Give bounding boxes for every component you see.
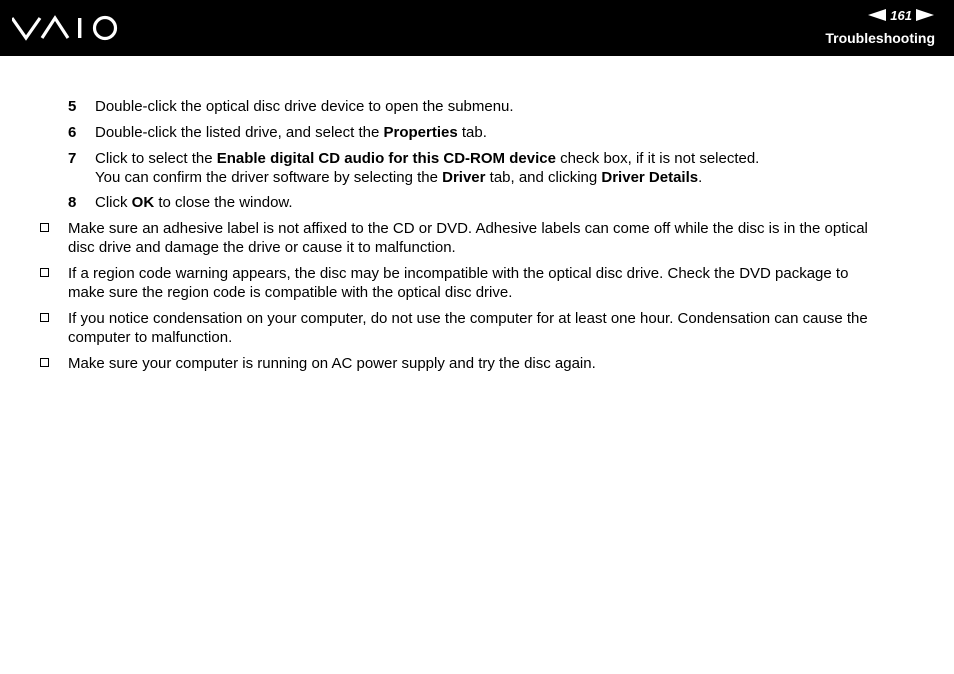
step-number: 7 bbox=[68, 150, 77, 167]
bullet-text: computer to malfunction. bbox=[68, 329, 233, 346]
step-text: Double-click the optical disc drive device to open the submenu. bbox=[95, 98, 514, 115]
step-text bbox=[95, 123, 928, 142]
ui-term-enable-digital-cd-audio: Enable digital CD audio for this CD-ROM device bbox=[216, 150, 556, 167]
bullet-text: make sure the region code is compatible with the optical disc drive. bbox=[68, 284, 513, 301]
step-6 bbox=[68, 123, 928, 142]
text-run: Click bbox=[95, 194, 132, 211]
bullet-text: disc drive and damage the drive or cause it to malfunction. bbox=[68, 239, 456, 256]
bullet-region-code bbox=[40, 264, 920, 302]
text-run: Click to select the bbox=[95, 150, 217, 167]
text-run: check box, if it is not selected. bbox=[555, 150, 760, 167]
step-number: 6 bbox=[68, 124, 77, 141]
text-run: . bbox=[698, 169, 703, 186]
bullet-text: If you notice condensation on your computer, do not use the computer for at least one hour. Condensation can cause the bbox=[68, 310, 868, 327]
step-text bbox=[95, 193, 928, 212]
ui-term-driver-details: Driver Details bbox=[601, 169, 699, 186]
checkbox-bullet-icon bbox=[40, 223, 49, 232]
vaio-logo bbox=[12, 14, 122, 47]
text-run: to close the window. bbox=[154, 194, 293, 211]
text-run: You can confirm the driver software by selecting the bbox=[95, 169, 443, 186]
bullet-text: If a region code warning appears, the disc may be incompatible with the optical disc drive. Check the DVD package to bbox=[68, 265, 849, 282]
bullet-condensation bbox=[40, 309, 920, 347]
vaio-logo-icon bbox=[12, 14, 122, 42]
step-8 bbox=[68, 193, 928, 212]
step-number: 5 bbox=[68, 98, 77, 115]
text-run: Double-click the listed drive, and select the bbox=[95, 124, 384, 141]
page-number: 161 bbox=[890, 7, 912, 23]
bullet-adhesive-label bbox=[40, 219, 920, 257]
step-5 bbox=[68, 97, 928, 116]
page-navigation bbox=[868, 6, 934, 24]
bullet-ac-power bbox=[40, 354, 920, 373]
text-run: tab. bbox=[457, 124, 487, 141]
ui-term-ok: OK bbox=[131, 194, 155, 211]
ui-term-properties: Properties bbox=[383, 124, 458, 141]
step-text bbox=[95, 149, 928, 168]
ui-term-driver: Driver bbox=[442, 169, 486, 186]
header-bar bbox=[0, 0, 954, 56]
step-7 bbox=[68, 149, 928, 187]
checkbox-bullet-icon bbox=[40, 313, 49, 322]
checkbox-bullet-icon bbox=[40, 268, 49, 277]
next-page-arrow-icon[interactable] bbox=[916, 9, 934, 21]
text-run: tab, and clicking bbox=[485, 169, 602, 186]
section-title: Troubleshooting bbox=[825, 30, 935, 46]
bullet-text: Make sure your computer is running on AC power supply and try the disc again. bbox=[68, 355, 596, 372]
bullet-text: Make sure an adhesive label is not affixed to the CD or DVD. Adhesive labels can come off while the disc is in the optical bbox=[68, 220, 868, 237]
previous-page-arrow-icon[interactable] bbox=[868, 9, 886, 21]
step-number: 8 bbox=[68, 194, 77, 211]
checkbox-bullet-icon bbox=[40, 358, 49, 367]
step-note bbox=[95, 168, 928, 187]
